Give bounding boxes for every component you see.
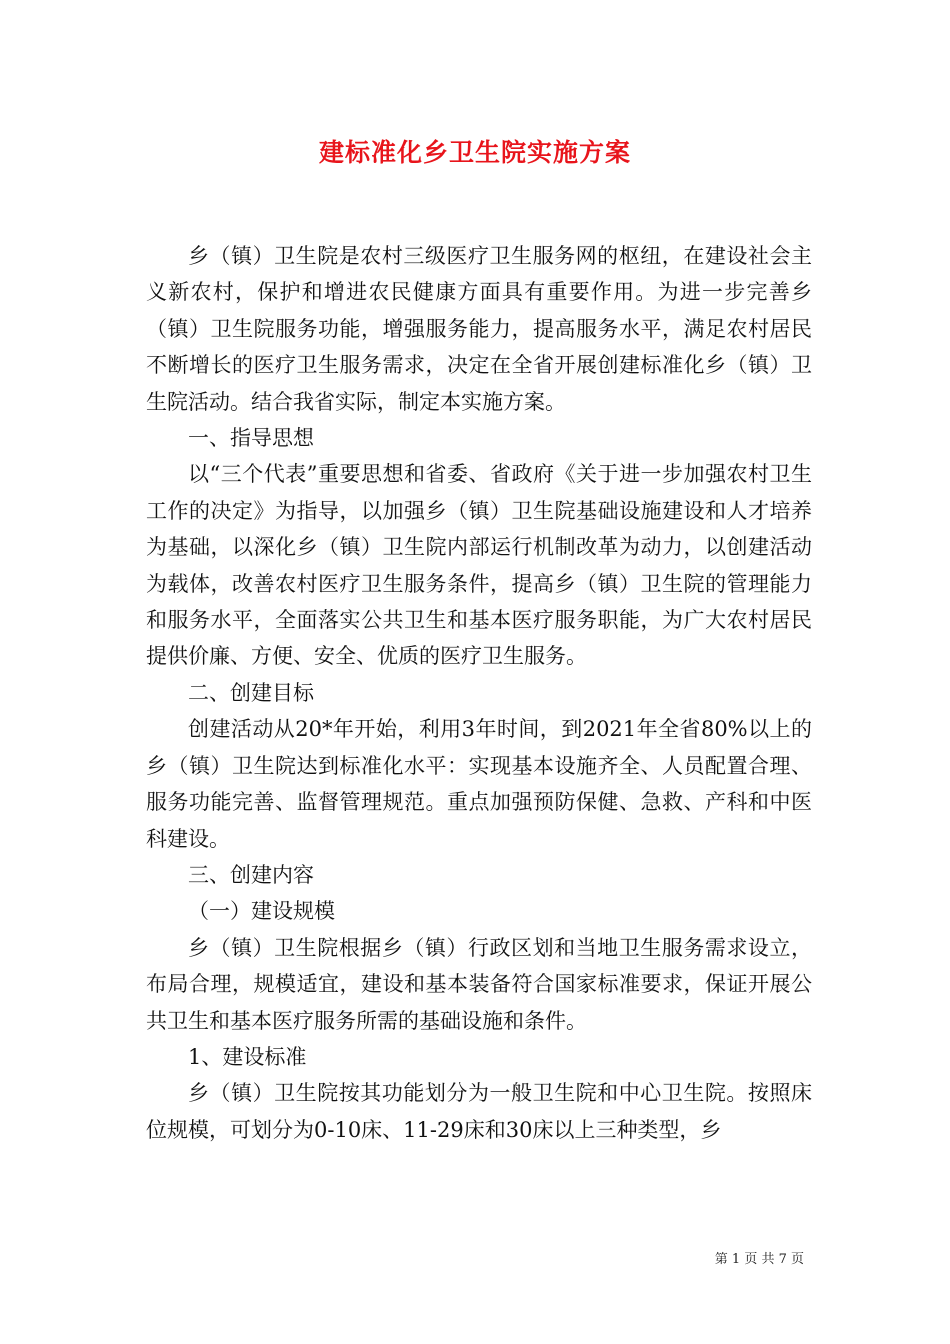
document-body xyxy=(146,238,812,1148)
heading-content: 三、创建内容 xyxy=(188,862,314,887)
subheading-standards: 1、建设标准 xyxy=(188,1044,307,1069)
heading-goals: 二、创建目标 xyxy=(188,680,314,705)
paragraph-goals: 创建活动从20*年开始，利用3年时间，到2021年全省80%以上的乡（镇）卫生院达到标准化水平：实现基本设施齐全、人员配置合理、服务功能完善、监督管理规范。重点加强预防保健、急救、产科和中医科建设。 xyxy=(146,717,812,851)
paragraph-intro: 乡（镇）卫生院是农村三级医疗卫生服务网的枢纽，在建设社会主义新农村，保护和增进农民健康方面具有重要作用。为进一步完善乡（镇）卫生院服务功能，增强服务能力，提高服务水平，满足农村居民不断增长的医疗卫生服务需求，决定在全省开展创建标准化乡（镇）卫生院活动。结合我省实际，制定本实施方案。 xyxy=(146,244,812,414)
paragraph-guiding-ideology: 以“三个代表”重要思想和省委、省政府《关于进一步加强农村卫生工作的决定》为指导，以加强乡（镇）卫生院基础设施建设和人才培养为基础，以深化乡（镇）卫生院内部运行机制改革为动力，以创建活动为载体，改善农村医疗卫生服务条件，提高乡（镇）卫生院的管理能力和服务水平，全面落实公共卫生和基本医疗服务职能，为广大农村居民提供价廉、方便、安全、优质的医疗卫生服务。 xyxy=(146,462,812,669)
page-number: 第 1 页 共 7 页 xyxy=(714,1252,804,1267)
document-title: 建标准化乡卫生院实施方案 xyxy=(318,138,631,167)
paragraph-standards: 乡（镇）卫生院按其功能划分为一般卫生院和中心卫生院。按照床位规模，可划分为0-10床、11-29床和30床以上三种类型，乡 xyxy=(146,1081,812,1142)
subheading-scale: （一）建设规模 xyxy=(188,899,335,924)
paragraph-scale: 乡（镇）卫生院根据乡（镇）行政区划和当地卫生服务需求设立，布局合理，规模适宜，建设和基本装备符合国家标准要求，保证开展公共卫生和基本医疗服务所需的基础设施和条件。 xyxy=(146,935,812,1033)
heading-guiding-ideology: 一、指导思想 xyxy=(188,426,314,451)
